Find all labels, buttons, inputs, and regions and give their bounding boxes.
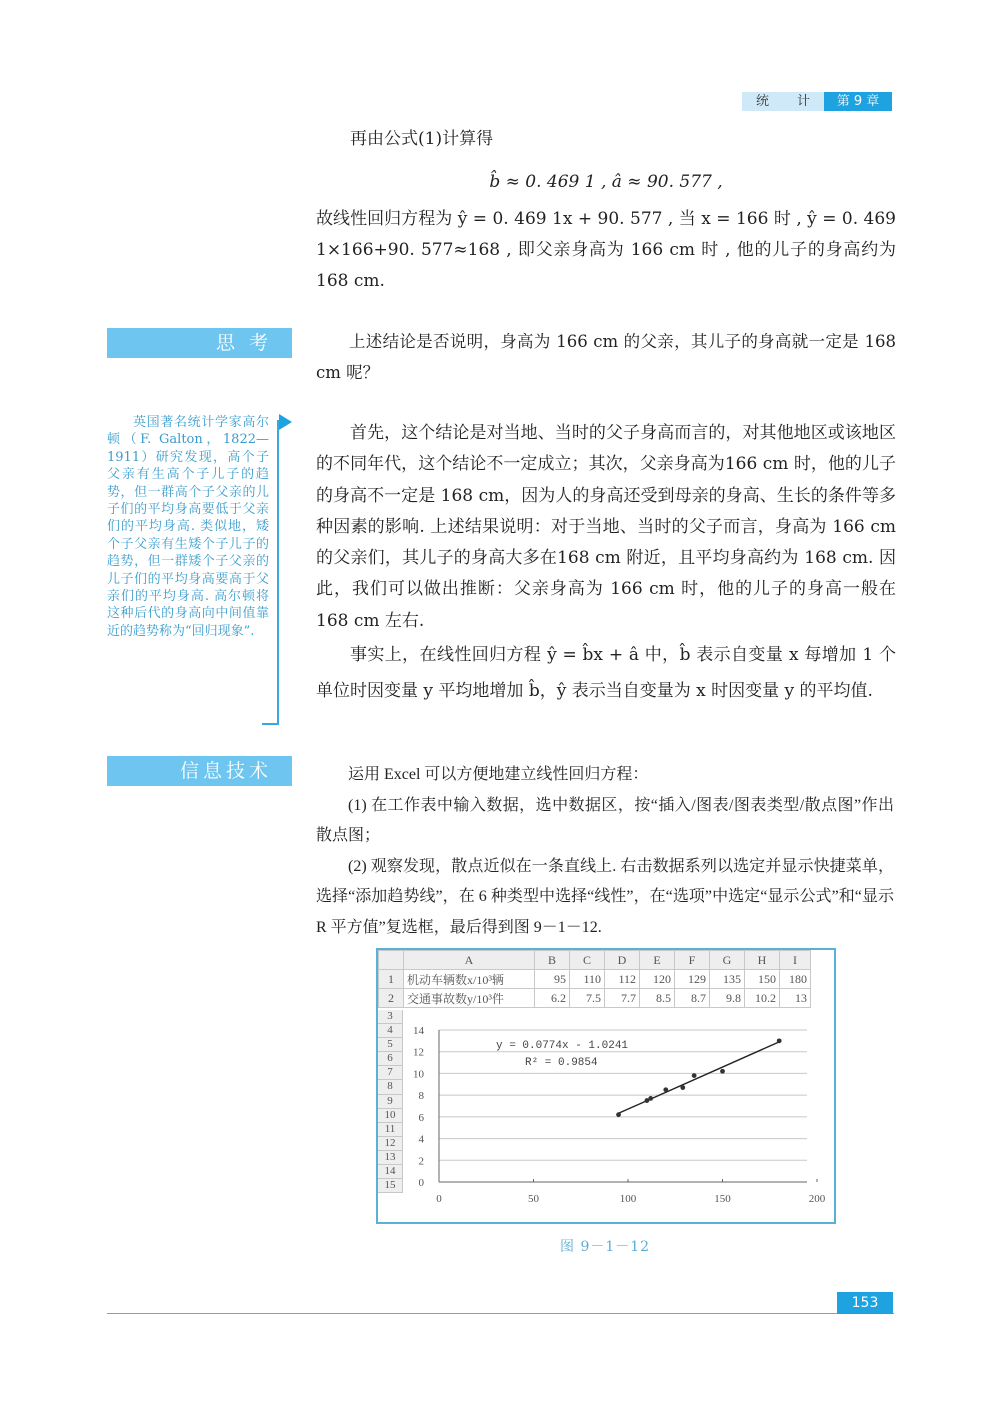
cell[interactable]: 9.8 [710,989,745,1008]
cell[interactable]: 112 [605,970,640,989]
trendline-equation: y = 0.0774x - 1.0241 [496,1040,629,1052]
answer-paragraph-1: 首先，这个结论是对当地、当时的父子身高而言的，对其他地区或该地区的不同年代，这个结论不一定成立；其次，父亲身高为166 cm 时，他的儿子的身高不一定是 168 cm，因为人的身高还受到母亲的身高、生长的条件等多种因素的影响. 上述结果说明：对于当地、当时的父子而言，身高为 166 cm 的父亲们，其儿子的身高大多在168 cm 附近，且平均身高约为 168 cm. 因此，我们可以做出推断：父亲身高为 166 cm 时，他的儿子的身高一般在 168 cm 左右. [316,423,896,631]
tech-intro: 运用 Excel 可以方便地建立线性回归方程： [348,766,649,783]
row-number[interactable]: 15 [378,1179,403,1193]
x-tick-label: 200 [808,1193,826,1205]
column-header[interactable]: D [605,951,640,970]
column-header[interactable]: I [780,951,811,970]
y-tick-label: 0 [418,1177,424,1189]
cell[interactable]: 7.7 [605,989,640,1008]
row-number[interactable]: 7 [378,1066,403,1080]
data-point [616,1112,621,1117]
row-number[interactable]: 4 [378,1024,403,1038]
tech-step-1: (1) 在工作表中输入数据，选中数据区，按“插入/图表/图表类型/散点图”作出散点图； [316,796,894,844]
y-tick-label: 6 [418,1111,424,1124]
column-header[interactable]: H [745,951,780,970]
column-header[interactable]: B [535,951,570,970]
row-number[interactable]: 2 [379,989,404,1008]
page-number: 153 [837,1292,893,1314]
answer-block [316,418,896,709]
x-tick-label: 150 [714,1193,731,1205]
cell[interactable]: 135 [710,970,745,989]
row-number[interactable]: 6 [378,1052,403,1066]
section-char-2: 计 [796,94,810,109]
row-number[interactable]: 5 [378,1038,403,1052]
galton-note: 英国著名统计学家高尔顿（F. Galton，1822—1911）研究发现，高个子父亲有生高个子儿子的趋势，但一群高个子父亲的儿子们的平均身高要低于父亲们的平均身高. 类似地，矮个子父亲有生矮个子儿子的趋势，但一群矮个子父亲的儿子们的平均身高要高于父亲们的平均身高. 高尔顿将这种后代的身高向中间值靠近的趋势称为“回归现象”. [107,415,269,639]
column-header[interactable]: A [404,951,535,970]
cell[interactable]: 110 [570,970,605,989]
column-header[interactable]: G [710,951,745,970]
regression-conclusion: 故线性回归方程为 ŷ = 0. 469 1x + 90. 577 , 当 x = 166 时 , ŷ = 0. 469 1×166+90. 577≈168 , 即父亲身高为 166 cm 时 , 他的儿子的身高约为 168 cm. [316,209,896,291]
think-heading: 思 考 [107,328,292,358]
cell-label[interactable]: 交通事故数y/10³件 [404,989,535,1008]
row-number[interactable]: 13 [378,1151,403,1165]
x-tick-label: 50 [528,1193,539,1205]
x-tick-label: 0 [436,1193,442,1205]
row-number[interactable]: 14 [378,1165,403,1179]
flag-icon [279,414,292,430]
column-header[interactable]: E [640,951,675,970]
r-squared-label: R² = 0.9854 [525,1057,598,1069]
section-label [742,92,824,111]
data-point [648,1096,653,1101]
y-tick-label: 10 [413,1068,424,1081]
row-number[interactable]: 1 [379,970,404,989]
cell[interactable]: 8.7 [675,989,710,1008]
chapter-label: 第 9 章 [824,92,892,111]
estimates-formula: b̂ ≈ 0. 469 1 , â ≈ 90. 577 , [489,172,723,192]
data-point [663,1087,668,1092]
cell[interactable]: 180 [780,970,811,989]
chapter-header [742,92,892,111]
intro-block [316,124,896,297]
excel-figure [376,948,836,1224]
x-tick-label: 100 [619,1193,637,1205]
y-tick-label: 2 [418,1155,424,1168]
tech-heading: 信息技术 [107,756,292,786]
think-question-block [316,326,896,388]
data-point [692,1073,697,1078]
cell[interactable]: 129 [675,970,710,989]
row-number[interactable]: 8 [378,1080,403,1094]
y-tick-label: 4 [418,1133,424,1146]
data-point [680,1085,685,1090]
row-number[interactable]: 3 [378,1010,403,1024]
cell[interactable]: 6.2 [535,989,570,1008]
cell[interactable]: 13 [780,989,811,1008]
cell[interactable]: 10.2 [745,989,780,1008]
column-header[interactable]: C [570,951,605,970]
row-number[interactable]: 11 [378,1123,403,1137]
footer-rule [107,1313,894,1314]
cell[interactable]: 7.5 [570,989,605,1008]
trendline [619,1042,780,1113]
scatter-chart[interactable] [378,950,834,1222]
y-tick-label: 12 [413,1046,424,1059]
answer-paragraph-2: 事实上，在线性回归方程 ŷ = b̂x + â 中，b̂ 表示自变量 x 每增加 1 个单位时因变量 y 平均地增加 b̂，ŷ 表示当自变量为 x 时因变量 y 的平均值. [316,645,896,702]
note-bracket-line [277,420,279,725]
y-tick-label: 14 [413,1025,424,1037]
cell-label[interactable]: 机动车辆数x/10³辆 [404,970,535,989]
column-header[interactable]: F [675,951,710,970]
tech-step-2: (2) 观察发现，散点近似在一条直线上. 右击数据系列以选定并显示快捷菜单，选择“添加趋势线”，在 6 种类型中选择“线性”，在“选项”中选定“显示公式”和“显示 R 平方值”复选框，最后得到图 9－1－12. [316,857,894,936]
intro-text: 再由公式(1)计算得 [350,129,494,149]
note-bracket-foot [262,723,279,725]
think-question: 上述结论是否说明，身高为 166 cm 的父亲，其儿子的身高就一定是 168 cm 呢？ [316,332,896,382]
section-char-1: 统 [755,94,769,109]
y-tick-label: 8 [418,1090,424,1103]
data-point [777,1038,782,1043]
data-point [720,1069,725,1074]
cell[interactable]: 120 [640,970,675,989]
cell[interactable]: 8.5 [640,989,675,1008]
row-number[interactable]: 10 [378,1109,403,1123]
cell[interactable]: 95 [535,970,570,989]
cell[interactable]: 150 [745,970,780,989]
row-number[interactable]: 12 [378,1137,403,1151]
figure-caption: 图 9－1－12 [560,1239,651,1255]
tech-block [316,760,894,943]
row-number[interactable]: 9 [378,1095,403,1109]
